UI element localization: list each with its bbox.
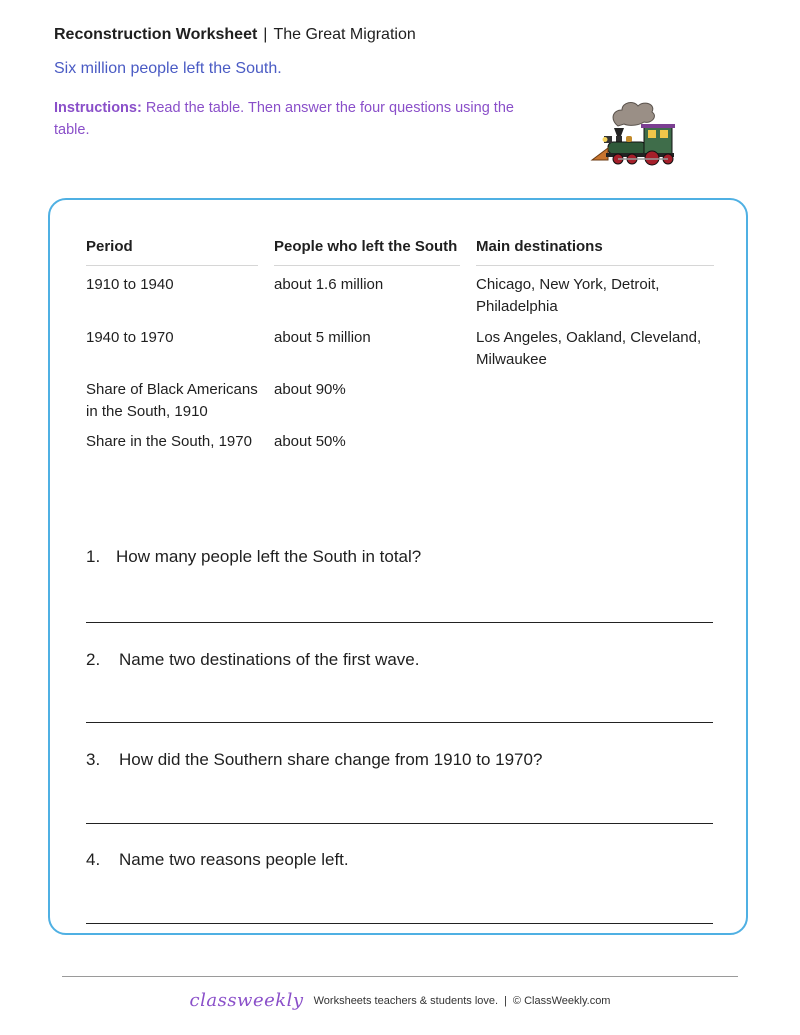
answer-line-2[interactable] <box>86 722 713 723</box>
cell-destinations: Chicago, New York, Detroit, Philadelphia <box>476 276 660 315</box>
table-row <box>86 266 714 318</box>
header-separator: | <box>263 26 268 43</box>
table-header-row <box>86 236 714 266</box>
question-2 <box>86 650 419 670</box>
instructions <box>54 97 534 141</box>
cell-people: about 50% <box>274 433 346 450</box>
cell-destinations <box>476 371 714 423</box>
question-number: 3. <box>86 750 101 769</box>
column-header-period: Period <box>86 236 258 266</box>
cell-people: about 5 million <box>274 329 371 346</box>
answer-line-1[interactable] <box>86 622 713 623</box>
footer-separator: | <box>504 995 507 1007</box>
question-text: Name two destinations of the first wave. <box>119 650 420 669</box>
worksheet-header <box>54 26 416 44</box>
worksheet-label: Reconstruction Worksheet <box>54 26 258 43</box>
cell-people: about 1.6 million <box>274 276 384 293</box>
question-text: Name two reasons people left. <box>119 850 349 869</box>
cell-destinations: Los Angeles, Oakland, Cleveland, Milwaukee <box>476 329 702 368</box>
table-row <box>86 371 714 423</box>
footer-divider <box>62 976 738 977</box>
question-4 <box>86 850 349 870</box>
migration-table <box>86 236 714 453</box>
column-header-people: People who left the South <box>274 236 460 266</box>
question-number: 1. <box>86 547 101 566</box>
answer-line-4[interactable] <box>86 923 713 924</box>
table-row <box>86 423 714 453</box>
cell-period: 1940 to 1970 <box>86 329 174 346</box>
question-number: 2. <box>86 650 101 669</box>
brand-logo: classweekly <box>189 990 304 1011</box>
cell-destinations <box>476 423 714 453</box>
footer <box>0 990 800 1011</box>
question-number: 4. <box>86 850 101 869</box>
steam-locomotive-icon <box>588 96 684 166</box>
instructions-lead: Instructions: <box>54 100 142 116</box>
question-text: How many people left the South in total? <box>116 547 422 566</box>
cell-period: Share in the South, 1970 <box>86 433 252 450</box>
column-header-destinations: Main destinations <box>476 236 714 266</box>
instructions-text: Read the table. Then answer the four questions using the table. <box>54 100 514 138</box>
question-3 <box>86 750 542 770</box>
page-subtitle: Six million people left the South. <box>54 60 282 77</box>
worksheet-topic: The Great Migration <box>273 26 416 43</box>
footer-tagline: Worksheets teachers & students love. <box>313 995 499 1007</box>
question-1 <box>86 547 421 567</box>
cell-people: about 90% <box>274 381 346 398</box>
footer-copyright: © ClassWeekly.com <box>512 995 611 1007</box>
answer-line-3[interactable] <box>86 823 713 824</box>
cell-period: 1910 to 1940 <box>86 276 174 293</box>
table-row <box>86 318 714 371</box>
question-text: How did the Southern share change from 1910 to 1970? <box>119 750 543 769</box>
cell-period: Share of Black Americans in the South, 1910 <box>86 381 258 420</box>
